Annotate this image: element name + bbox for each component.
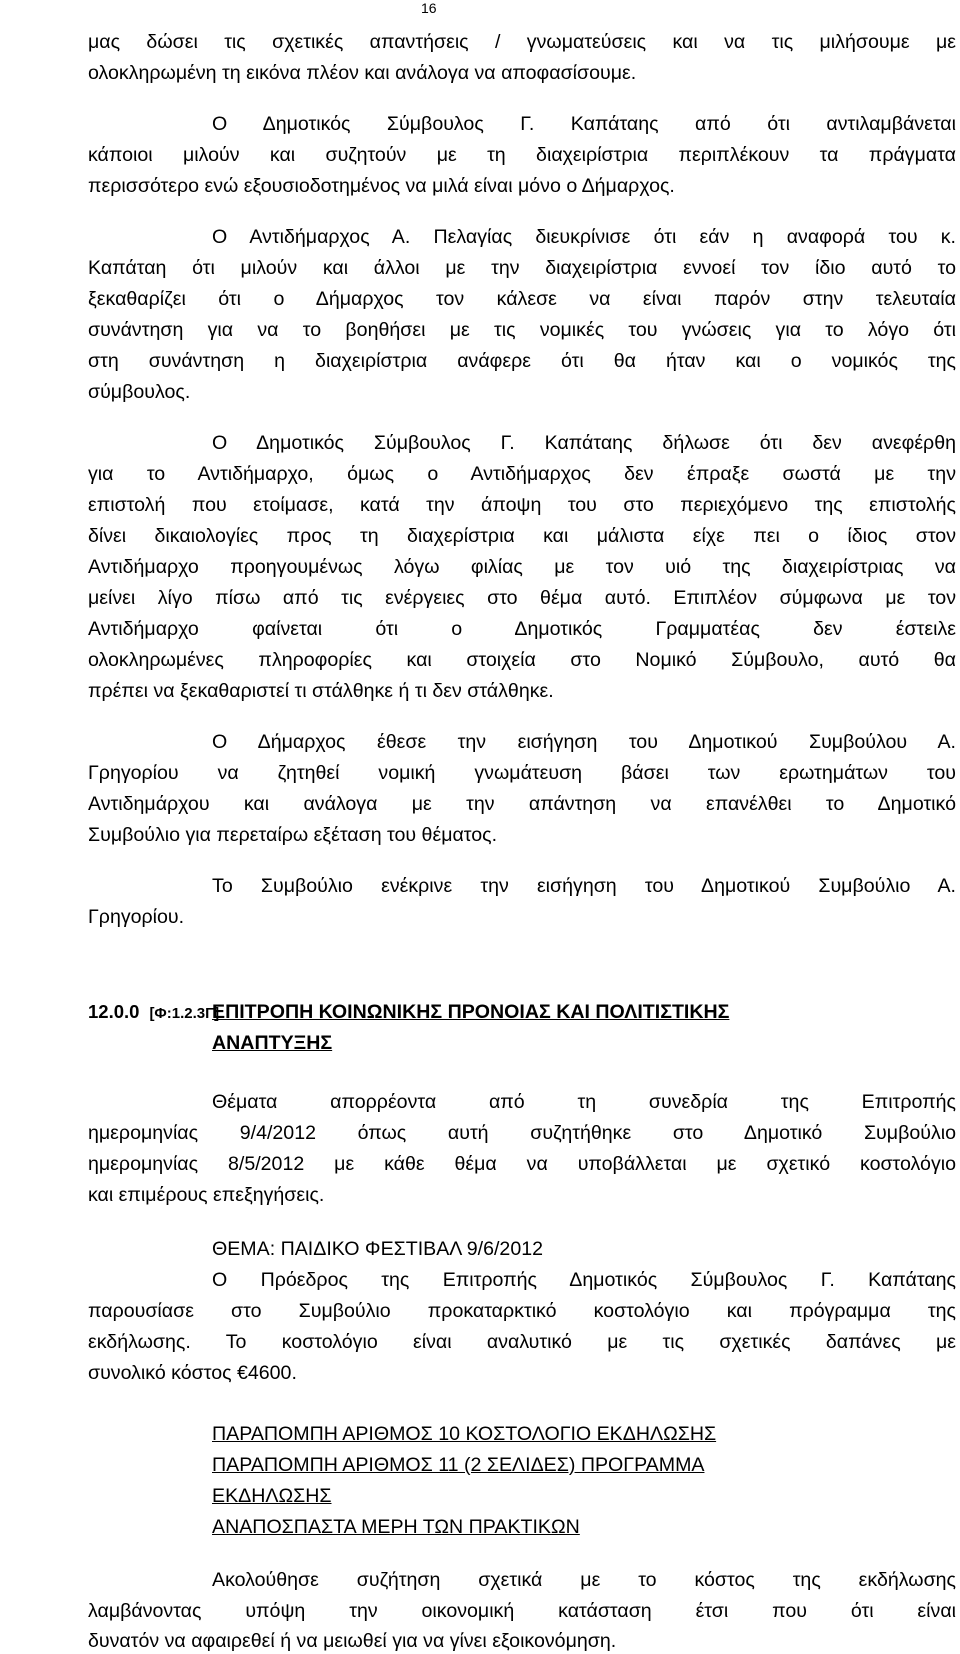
text-line: μείνει λίγο πίσω από τις ενέργειες στο θέμα αυτό. Επιπλέον σύμφωνα με τον (88, 587, 956, 609)
text-line: Ο Δημοτικός Σύμβουλος Γ. Καπάταης δήλωσε ότι δεν ανεφέρθη (212, 432, 956, 454)
text-line: δίνει δικαιολογίες προς τη διαχερίστρια και μάλιστα είχε πει ο ίδιος στον (88, 525, 956, 547)
text-line: Αντιδήμαρχο προηγουμένως λόγω φιλίας με τον υιό της διαχειρίστριας να (88, 556, 956, 578)
text-line: ξεκαθαρίζει ότι ο Δήμαρχος τον κάλεσε να είναι παρόν στην τελευταία (88, 288, 956, 310)
text-line: Αντιδημάρχου και ανάλογα με την απάντηση να επανέλθει το Δημοτικό (88, 793, 956, 815)
text-line: για το Αντιδήμαρχο, όμως ο Αντιδήμαρχος δεν έπραξε σωστά με την (88, 463, 956, 485)
text-line: λαμβάνοντας υπόψη την οικονομική κατάσταση έτσι που ότι είναι (88, 1600, 956, 1622)
section-number-text: 12.0.0 (88, 1001, 140, 1022)
text-line: ημερομηνίας 8/5/2012 με κάθε θέμα να υποβάλλεται με σχετικό κοστολόγιο (88, 1153, 956, 1175)
text-line: Θέματα απορρέοντα από τη συνεδρία της Επιτροπής (212, 1091, 956, 1113)
text-line: Ο Πρόεδρος της Επιτροπής Δημοτικός Σύμβουλος Γ. Καπάταης (212, 1269, 956, 1291)
attachment-link: ΕΚΔΗΛΩΣΗΣ (212, 1485, 332, 1507)
text-line: σύμβουλος. (88, 381, 191, 403)
text-line: Αντιδήμαρχο φαίνεται ότι ο Δημοτικός Γραμματέας δεν έστειλε (88, 618, 956, 640)
text-line: κάποιοι μιλούν και συζητούν με τη διαχειρίστρια περιπλέκουν τα πράγματα (88, 144, 956, 166)
attachment-link: ΠΑΡΑΠΟΜΠΗ ΑΡΙΘΜΟΣ 10 ΚΟΣΤΟΛΟΓΙΟ ΕΚΔΗΛΩΣΗΣ (212, 1423, 717, 1445)
section-title: ΕΠΙΤΡΟΠΗ ΚΟΙΝΩΝΙΚΗΣ ΠΡΟΝΟΙΑΣ ΚΑΙ ΠΟΛΙΤΙΣΤΙΚΗΣ (212, 1001, 730, 1023)
text-line: ολοκληρωμένες πληροφορίες και στοιχεία στο Νομικό Σύμβουλο, αυτό θα (88, 649, 956, 671)
text-line: στη συνάντηση η διαχειρίστρια ανάφερε ότι θα ήταν και ο νομικός της (88, 350, 956, 372)
text-line: περισσότερο ενώ εξουσιοδοτημένος να μιλά είναι μόνο ο Δήμαρχος. (88, 175, 675, 197)
section-reference: [Φ:1.2.3Γ] (149, 1005, 220, 1022)
text-line: Συμβούλιο για περεταίρω εξέταση του θέματος. (88, 824, 498, 846)
text-line: Ο Δημοτικός Σύμβουλος Γ. Καπάταης από ότι αντιλαμβάνεται (212, 113, 956, 135)
section-title: ΑΝΑΠΤΥΞΗΣ (212, 1032, 333, 1054)
text-line: παρουσίασε στο Συμβούλιο προκαταρκτικό κοστολόγιο και πρόγραμμα της (88, 1300, 956, 1322)
text-line: ημερομηνίας 9/4/2012 όπως αυτή συζητήθηκε στο Δημοτικό Συμβούλιο (88, 1122, 956, 1144)
page-number: 16 (421, 0, 437, 16)
text-line: και επιμέρους επεξηγήσεις. (88, 1184, 325, 1206)
text-line: πρέπει να ξεκαθαριστεί τι στάλθηκε ή τι δεν στάλθηκε. (88, 680, 554, 702)
attachment-link: ΑΝΑΠΟΣΠΑΣΤΑ ΜΕΡΗ ΤΩΝ ΠΡΑΚΤΙΚΩΝ (212, 1516, 580, 1538)
subject-title: ΘΕΜΑ: ΠΑΙΔΙΚΟ ΦΕΣΤΙΒΑΛ 9/6/2012 (212, 1238, 544, 1260)
text-line: ολοκληρωμένη τη εικόνα πλέον και ανάλογα να αποφασίσουμε. (88, 62, 637, 84)
text-line: Ο Αντιδήμαρχος Α. Πελαγίας διευκρίνισε ότι εάν η αναφορά του κ. (212, 226, 956, 248)
text-line: συνάντηση για να το βοηθήσει με τις νομικές του γνώσεις για το λόγο ότι (88, 319, 956, 341)
text-line: Ο Δήμαρχος έθεσε την εισήγηση του Δημοτικού Συμβούλου Α. (212, 731, 956, 753)
section-number (88, 999, 219, 1027)
text-line: Γρηγορίου να ζητηθεί νομική γνωμάτευση βάσει των ερωτημάτων του (88, 762, 956, 784)
text-line: δυνατόν να αφαιρεθεί ή να μειωθεί για να γίνει εξοικονόμηση. (88, 1630, 617, 1652)
text-line: εκδήλωσης. Το κοστολόγιο είναι αναλυτικό με τις σχετικές δαπάνες με (88, 1331, 956, 1353)
text-line: συνολικό κόστος €4600. (88, 1362, 297, 1384)
text-line: Το Συμβούλιο ενέκρινε την εισήγηση του Δημοτικού Συμβούλιο Α. (212, 875, 956, 897)
text-line: Ακολούθησε συζήτηση σχετικά με το κόστος της εκδήλωσης (212, 1569, 956, 1591)
text-line: επιστολή που ετοίμασε, κατά την άποψη του στο περιεχόμενο της επιστολής (88, 494, 956, 516)
text-line: Καπάταη ότι μιλούν και άλλοι με την διαχειρίστρια εννοεί τον ίδιο αυτό το (88, 257, 956, 279)
attachment-link: ΠΑΡΑΠΟΜΠΗ ΑΡΙΘΜΟΣ 11 (2 ΣΕΛΙΔΕΣ) ΠΡΟΓΡΑΜΜΑ (212, 1454, 705, 1476)
text-line: Γρηγορίου. (88, 906, 185, 928)
text-line: μας δώσει τις σχετικές απαντήσεις / γνωματεύσεις και να τις μιλήσουμε με (88, 31, 956, 53)
